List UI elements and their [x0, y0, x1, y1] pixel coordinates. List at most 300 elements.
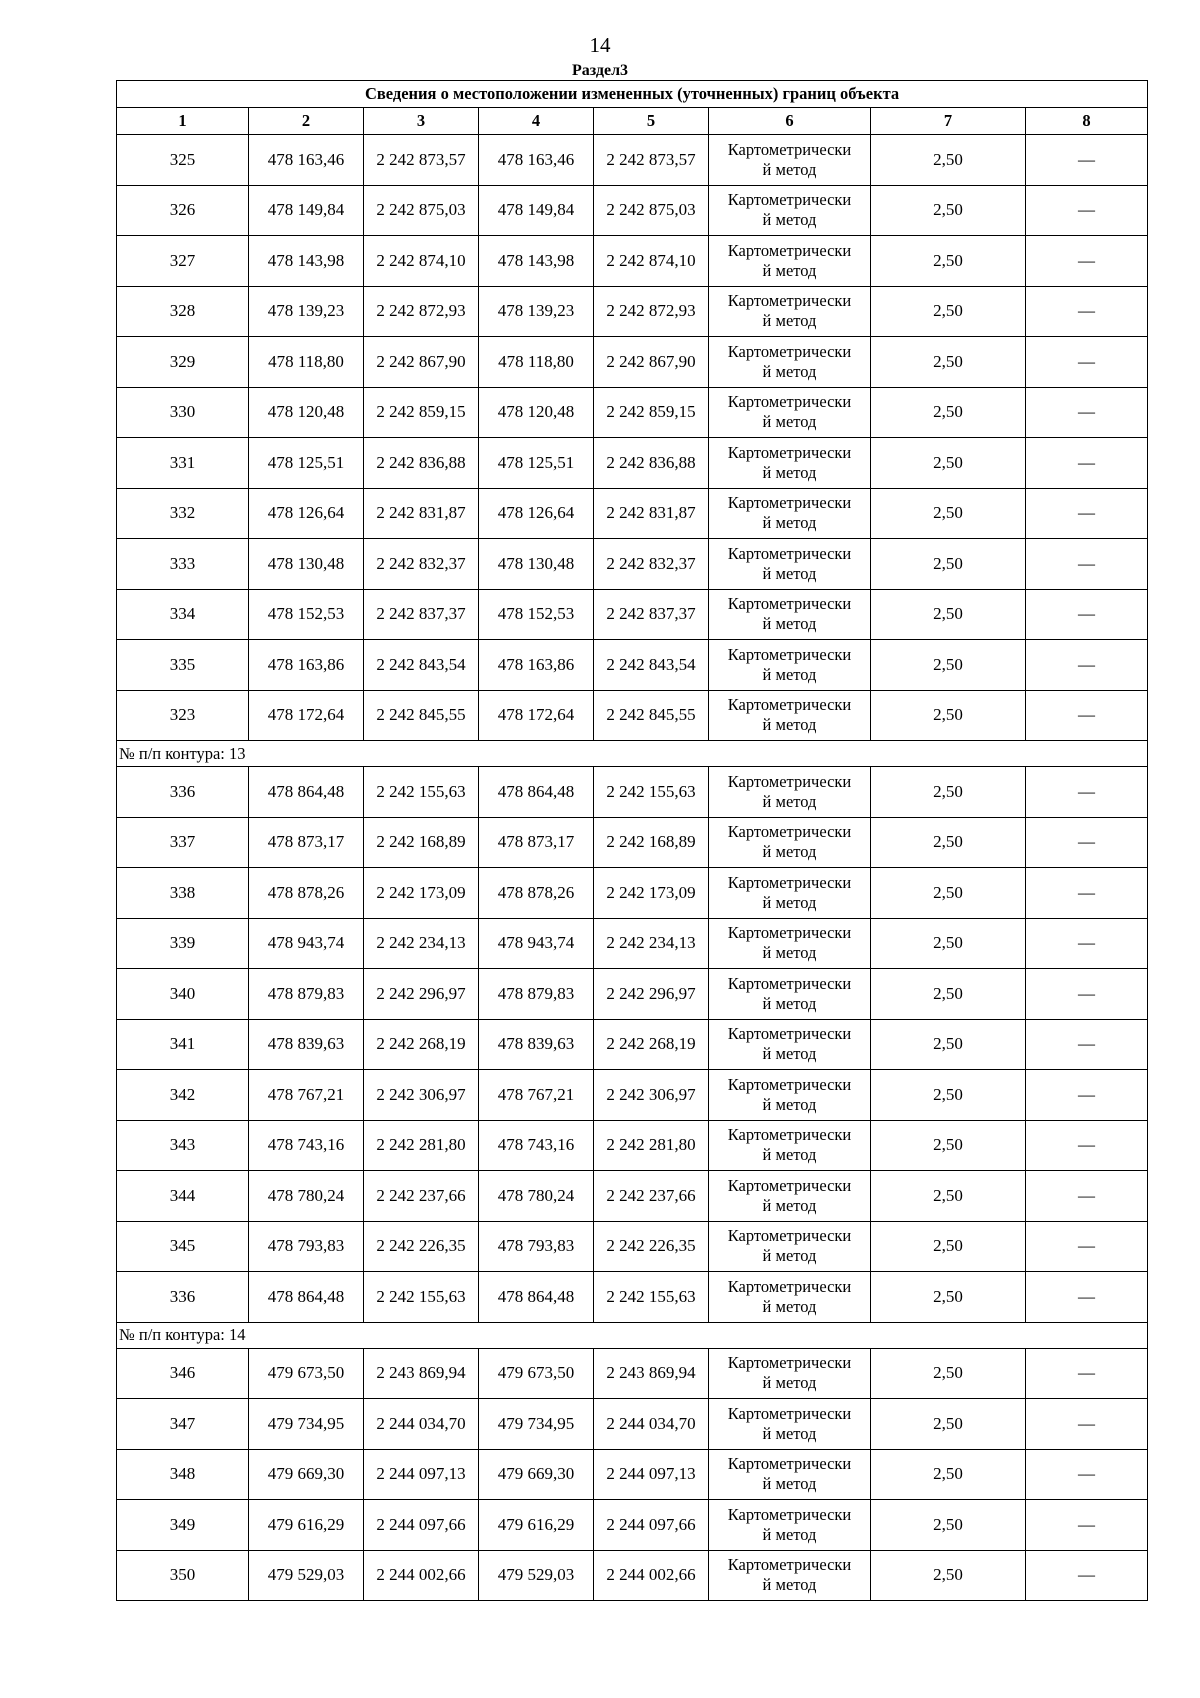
coordinate-x-cell: 478 878,26 — [249, 868, 364, 919]
method-cell — [709, 589, 871, 640]
accuracy-cell: 2,50 — [871, 337, 1026, 388]
table-row — [117, 438, 1148, 489]
description-cell: — — [1026, 236, 1148, 287]
method-line: й метод — [762, 1246, 817, 1266]
method-line: й метод — [762, 1094, 817, 1114]
description-cell: — — [1026, 1449, 1148, 1500]
point-number-cell: 345 — [117, 1221, 249, 1272]
description-cell: — — [1026, 539, 1148, 590]
coordinate-x-cell: 478 163,86 — [249, 640, 364, 691]
coordinate-x-cell: 478 163,46 — [249, 135, 364, 186]
method-line: Картометрически — [727, 695, 852, 715]
coordinate-x-cell: 479 529,03 — [479, 1550, 594, 1601]
point-number-cell: 349 — [117, 1500, 249, 1551]
table-caption-row — [117, 81, 1148, 108]
table-row — [117, 1070, 1148, 1121]
table-row — [117, 1272, 1148, 1323]
coordinate-y-cell: 2 242 836,88 — [594, 438, 709, 489]
page-number: 14 — [589, 33, 611, 57]
description-cell: — — [1026, 1171, 1148, 1222]
point-number-cell: 328 — [117, 286, 249, 337]
coordinate-y-cell: 2 242 832,37 — [594, 539, 709, 590]
coordinate-x-cell: 478 864,48 — [249, 767, 364, 818]
accuracy-cell: 2,50 — [871, 1221, 1026, 1272]
method-cell — [709, 767, 871, 818]
coordinate-y-cell: 2 242 843,54 — [594, 640, 709, 691]
coordinate-y-cell: 2 244 097,66 — [364, 1500, 479, 1551]
coordinate-y-cell: 2 242 875,03 — [364, 185, 479, 236]
coordinate-x-cell: 478 873,17 — [249, 817, 364, 868]
table-row — [117, 1019, 1148, 1070]
coordinate-x-cell: 478 163,46 — [479, 135, 594, 186]
coordinate-x-cell: 478 163,86 — [479, 640, 594, 691]
table-row — [117, 767, 1148, 818]
table-row — [117, 185, 1148, 236]
table-row — [117, 337, 1148, 388]
coordinate-x-cell: 479 616,29 — [249, 1500, 364, 1551]
coordinate-x-cell: 478 864,48 — [479, 1272, 594, 1323]
coordinate-x-cell: 478 143,98 — [249, 236, 364, 287]
accuracy-cell: 2,50 — [871, 690, 1026, 741]
method-line: Картометрически — [727, 1024, 852, 1044]
column-number: 3 — [364, 108, 479, 135]
coordinate-x-cell: 478 172,64 — [479, 690, 594, 741]
description-cell: — — [1026, 387, 1148, 438]
coordinate-y-cell: 2 242 296,97 — [364, 969, 479, 1020]
method-line: Картометрически — [727, 1353, 852, 1373]
coordinate-x-cell: 478 149,84 — [249, 185, 364, 236]
coordinate-y-cell: 2 242 867,90 — [594, 337, 709, 388]
method-line: й метод — [762, 664, 817, 684]
coordinate-x-cell: 478 780,24 — [479, 1171, 594, 1222]
description-cell: — — [1026, 1019, 1148, 1070]
method-cell — [709, 438, 871, 489]
coordinate-x-cell: 479 673,50 — [249, 1348, 364, 1399]
coordinate-x-cell: 479 734,95 — [479, 1399, 594, 1450]
coordinate-x-cell: 478 126,64 — [249, 488, 364, 539]
coordinate-x-cell: 478 793,83 — [249, 1221, 364, 1272]
coordinate-y-cell: 2 242 306,97 — [594, 1070, 709, 1121]
coordinate-x-cell: 478 943,74 — [249, 918, 364, 969]
method-line: Картометрически — [727, 822, 852, 842]
accuracy-cell: 2,50 — [871, 185, 1026, 236]
method-cell — [709, 185, 871, 236]
method-cell — [709, 1272, 871, 1323]
coordinate-x-cell: 478 139,23 — [249, 286, 364, 337]
coordinate-x-cell: 479 529,03 — [249, 1550, 364, 1601]
coordinate-y-cell: 2 242 872,93 — [364, 286, 479, 337]
coordinate-y-cell: 2 244 002,66 — [594, 1550, 709, 1601]
point-number-cell: 350 — [117, 1550, 249, 1601]
method-line: й метод — [762, 1524, 817, 1544]
description-cell: — — [1026, 1120, 1148, 1171]
method-line: й метод — [762, 842, 817, 862]
description-cell: — — [1026, 438, 1148, 489]
method-cell — [709, 1550, 871, 1601]
coordinate-y-cell: 2 242 226,35 — [594, 1221, 709, 1272]
description-cell: — — [1026, 1070, 1148, 1121]
accuracy-cell: 2,50 — [871, 236, 1026, 287]
description-cell: — — [1026, 640, 1148, 691]
coordinate-y-cell: 2 242 234,13 — [364, 918, 479, 969]
method-line: й метод — [762, 715, 817, 735]
description-cell: — — [1026, 817, 1148, 868]
point-number-cell: 347 — [117, 1399, 249, 1450]
coordinate-y-cell: 2 242 874,10 — [594, 236, 709, 287]
description-cell: — — [1026, 1500, 1148, 1551]
method-cell — [709, 539, 871, 590]
column-number: 6 — [709, 108, 871, 135]
coordinate-y-cell: 2 242 281,80 — [364, 1120, 479, 1171]
coordinate-x-cell: 478 125,51 — [479, 438, 594, 489]
method-line: Картометрически — [727, 291, 852, 311]
coordinate-y-cell: 2 244 097,66 — [594, 1500, 709, 1551]
table-row — [117, 1449, 1148, 1500]
method-cell — [709, 1449, 871, 1500]
method-line: й метод — [762, 159, 817, 179]
table-caption: Сведения о местоположении измененных (уточненных) границ объекта — [117, 81, 1148, 108]
column-number: 7 — [871, 108, 1026, 135]
coordinate-y-cell: 2 244 034,70 — [594, 1399, 709, 1450]
method-line: й метод — [762, 1296, 817, 1316]
description-cell: — — [1026, 286, 1148, 337]
coordinate-y-cell: 2 242 859,15 — [594, 387, 709, 438]
coordinate-x-cell: 479 669,30 — [249, 1449, 364, 1500]
accuracy-cell: 2,50 — [871, 1500, 1026, 1551]
accuracy-cell: 2,50 — [871, 1550, 1026, 1601]
accuracy-cell: 2,50 — [871, 1171, 1026, 1222]
description-cell: — — [1026, 969, 1148, 1020]
method-line: Картометрически — [727, 872, 852, 892]
method-cell — [709, 1019, 871, 1070]
method-cell — [709, 387, 871, 438]
table-row — [117, 135, 1148, 186]
method-line: й метод — [762, 1373, 817, 1393]
method-cell — [709, 337, 871, 388]
description-cell: — — [1026, 1221, 1148, 1272]
method-line: Картометрически — [727, 190, 852, 210]
point-number-cell: 335 — [117, 640, 249, 691]
point-number-cell: 323 — [117, 690, 249, 741]
description-cell: — — [1026, 1272, 1148, 1323]
coordinate-y-cell: 2 242 155,63 — [594, 1272, 709, 1323]
method-line: Картометрически — [727, 1504, 852, 1524]
method-line: й метод — [762, 1575, 817, 1595]
method-line: й метод — [762, 1044, 817, 1064]
table-row — [117, 286, 1148, 337]
coordinate-x-cell: 478 125,51 — [249, 438, 364, 489]
coordinate-x-cell: 478 864,48 — [249, 1272, 364, 1323]
method-cell — [709, 918, 871, 969]
method-line: Картометрически — [727, 139, 852, 159]
description-cell: — — [1026, 918, 1148, 969]
method-cell — [709, 1171, 871, 1222]
column-number: 8 — [1026, 108, 1148, 135]
table-row — [117, 1399, 1148, 1450]
method-cell — [709, 1500, 871, 1551]
coordinate-x-cell: 478 780,24 — [249, 1171, 364, 1222]
description-cell: — — [1026, 767, 1148, 818]
point-number-cell: 340 — [117, 969, 249, 1020]
method-line: Картометрически — [727, 771, 852, 791]
coordinate-y-cell: 2 242 832,37 — [364, 539, 479, 590]
method-line: Картометрически — [727, 1175, 852, 1195]
point-number-cell: 337 — [117, 817, 249, 868]
method-line: Картометрически — [727, 1074, 852, 1094]
point-number-cell: 332 — [117, 488, 249, 539]
accuracy-cell: 2,50 — [871, 1120, 1026, 1171]
coordinate-x-cell: 478 118,80 — [479, 337, 594, 388]
table-row — [117, 1221, 1148, 1272]
table-row — [117, 640, 1148, 691]
method-line: й метод — [762, 993, 817, 1013]
method-line: й метод — [762, 1474, 817, 1494]
coordinate-x-cell: 478 943,74 — [479, 918, 594, 969]
table-row — [117, 1550, 1148, 1601]
coordinate-y-cell: 2 242 168,89 — [594, 817, 709, 868]
coordinate-x-cell: 478 120,48 — [249, 387, 364, 438]
coordinate-x-cell: 478 878,26 — [479, 868, 594, 919]
method-line: й метод — [762, 791, 817, 811]
coordinate-y-cell: 2 242 867,90 — [364, 337, 479, 388]
contour-label: № п/п контура: 14 — [117, 1322, 1148, 1348]
method-cell — [709, 1221, 871, 1272]
point-number-cell: 348 — [117, 1449, 249, 1500]
method-line: й метод — [762, 1423, 817, 1443]
coordinate-y-cell: 2 242 234,13 — [594, 918, 709, 969]
point-number-cell: 325 — [117, 135, 249, 186]
point-number-cell: 327 — [117, 236, 249, 287]
accuracy-cell: 2,50 — [871, 1019, 1026, 1070]
method-line: Картометрически — [727, 1403, 852, 1423]
coordinate-y-cell: 2 242 237,66 — [594, 1171, 709, 1222]
method-line: Картометрически — [727, 973, 852, 993]
coordinate-y-cell: 2 242 837,37 — [364, 589, 479, 640]
description-cell: — — [1026, 1399, 1148, 1450]
method-cell — [709, 1399, 871, 1450]
contour-label-row — [117, 1322, 1148, 1348]
coordinate-y-cell: 2 242 281,80 — [594, 1120, 709, 1171]
coordinate-x-cell: 478 152,53 — [249, 589, 364, 640]
coordinate-x-cell: 478 143,98 — [479, 236, 594, 287]
method-line: й метод — [762, 513, 817, 533]
description-cell: — — [1026, 1550, 1148, 1601]
method-line: Картометрически — [727, 1226, 852, 1246]
method-line: Картометрически — [727, 644, 852, 664]
coordinate-y-cell: 2 242 836,88 — [364, 438, 479, 489]
method-line: й метод — [762, 614, 817, 634]
method-line: Картометрически — [727, 493, 852, 513]
method-cell — [709, 868, 871, 919]
method-line: Картометрически — [727, 923, 852, 943]
method-line: й метод — [762, 311, 817, 331]
method-cell — [709, 236, 871, 287]
table-row — [117, 488, 1148, 539]
point-number-cell: 329 — [117, 337, 249, 388]
method-line: Картометрически — [727, 1125, 852, 1145]
method-cell — [709, 690, 871, 741]
coordinate-x-cell: 479 673,50 — [479, 1348, 594, 1399]
method-cell — [709, 1070, 871, 1121]
table-row — [117, 817, 1148, 868]
accuracy-cell: 2,50 — [871, 286, 1026, 337]
table-row — [117, 1348, 1148, 1399]
point-number-cell: 346 — [117, 1348, 249, 1399]
table-row — [117, 539, 1148, 590]
coordinate-y-cell: 2 242 843,54 — [364, 640, 479, 691]
coordinate-x-cell: 479 616,29 — [479, 1500, 594, 1551]
column-number: 4 — [479, 108, 594, 135]
method-cell — [709, 286, 871, 337]
coordinate-x-cell: 478 864,48 — [479, 767, 594, 818]
description-cell: — — [1026, 337, 1148, 388]
table-row — [117, 1500, 1148, 1551]
point-number-cell: 336 — [117, 767, 249, 818]
coordinate-x-cell: 478 139,23 — [479, 286, 594, 337]
method-line: Картометрически — [727, 1454, 852, 1474]
coordinate-x-cell: 478 120,48 — [479, 387, 594, 438]
table-row — [117, 589, 1148, 640]
point-number-cell: 344 — [117, 1171, 249, 1222]
table-row — [117, 918, 1148, 969]
table-row — [117, 969, 1148, 1020]
coordinate-y-cell: 2 242 875,03 — [594, 185, 709, 236]
method-line: Картометрически — [727, 543, 852, 563]
coordinate-y-cell: 2 242 873,57 — [594, 135, 709, 186]
accuracy-cell: 2,50 — [871, 918, 1026, 969]
method-line: й метод — [762, 210, 817, 230]
coordinate-y-cell: 2 244 002,66 — [364, 1550, 479, 1601]
accuracy-cell: 2,50 — [871, 1449, 1026, 1500]
point-number-cell: 343 — [117, 1120, 249, 1171]
contour-label-row — [117, 741, 1148, 767]
coordinate-y-cell: 2 242 845,55 — [364, 690, 479, 741]
method-cell — [709, 488, 871, 539]
accuracy-cell: 2,50 — [871, 387, 1026, 438]
section-title: Раздел3 — [571, 62, 629, 79]
method-line: й метод — [762, 563, 817, 583]
coordinate-y-cell: 2 244 097,13 — [594, 1449, 709, 1500]
coordinate-x-cell: 478 743,16 — [249, 1120, 364, 1171]
table-row — [117, 1120, 1148, 1171]
coordinate-x-cell: 478 839,63 — [479, 1019, 594, 1070]
coordinate-y-cell: 2 242 226,35 — [364, 1221, 479, 1272]
method-line: Картометрически — [727, 240, 852, 260]
description-cell: — — [1026, 488, 1148, 539]
table-row — [117, 236, 1148, 287]
method-line: й метод — [762, 892, 817, 912]
coordinate-y-cell: 2 242 155,63 — [364, 767, 479, 818]
coordinate-y-cell: 2 242 173,09 — [364, 868, 479, 919]
coordinate-y-cell: 2 242 155,63 — [594, 767, 709, 818]
point-number-cell: 334 — [117, 589, 249, 640]
coordinate-x-cell: 478 126,64 — [479, 488, 594, 539]
coordinate-x-cell: 478 767,21 — [479, 1070, 594, 1121]
coordinate-x-cell: 478 152,53 — [479, 589, 594, 640]
method-line: й метод — [762, 1195, 817, 1215]
coordinate-x-cell: 478 879,83 — [249, 969, 364, 1020]
point-number-cell: 336 — [117, 1272, 249, 1323]
accuracy-cell: 2,50 — [871, 1070, 1026, 1121]
coordinate-x-cell: 478 172,64 — [249, 690, 364, 741]
method-line: Картометрически — [727, 1276, 852, 1296]
boundary-coordinates-table — [116, 80, 1148, 1601]
accuracy-cell: 2,50 — [871, 589, 1026, 640]
point-number-cell: 333 — [117, 539, 249, 590]
coordinate-y-cell: 2 244 034,70 — [364, 1399, 479, 1450]
coordinate-x-cell: 478 118,80 — [249, 337, 364, 388]
coordinate-y-cell: 2 243 869,94 — [364, 1348, 479, 1399]
coordinate-y-cell: 2 242 845,55 — [594, 690, 709, 741]
accuracy-cell: 2,50 — [871, 438, 1026, 489]
coordinate-y-cell: 2 242 872,93 — [594, 286, 709, 337]
method-line: й метод — [762, 1145, 817, 1165]
point-number-cell: 330 — [117, 387, 249, 438]
method-cell — [709, 1120, 871, 1171]
coordinate-x-cell: 479 669,30 — [479, 1449, 594, 1500]
contour-label: № п/п контура: 13 — [117, 741, 1148, 767]
accuracy-cell: 2,50 — [871, 539, 1026, 590]
coordinate-x-cell: 478 130,48 — [479, 539, 594, 590]
coordinate-x-cell: 478 873,17 — [479, 817, 594, 868]
coordinate-y-cell: 2 242 155,63 — [364, 1272, 479, 1323]
coordinate-y-cell: 2 242 268,19 — [364, 1019, 479, 1070]
description-cell: — — [1026, 185, 1148, 236]
accuracy-cell: 2,50 — [871, 488, 1026, 539]
coordinate-x-cell: 479 734,95 — [249, 1399, 364, 1450]
method-line: й метод — [762, 462, 817, 482]
method-line: й метод — [762, 943, 817, 963]
table-row — [117, 868, 1148, 919]
table-row — [117, 690, 1148, 741]
accuracy-cell: 2,50 — [871, 1399, 1026, 1450]
coordinate-y-cell: 2 242 173,09 — [594, 868, 709, 919]
table-row — [117, 1171, 1148, 1222]
description-cell: — — [1026, 589, 1148, 640]
coordinate-y-cell: 2 242 859,15 — [364, 387, 479, 438]
coordinate-y-cell: 2 242 831,87 — [364, 488, 479, 539]
coordinate-y-cell: 2 242 168,89 — [364, 817, 479, 868]
coordinate-y-cell: 2 242 873,57 — [364, 135, 479, 186]
method-line: Картометрически — [727, 442, 852, 462]
coordinate-y-cell: 2 242 874,10 — [364, 236, 479, 287]
coordinate-x-cell: 478 839,63 — [249, 1019, 364, 1070]
table-body — [117, 81, 1148, 1601]
description-cell: — — [1026, 690, 1148, 741]
point-number-cell: 326 — [117, 185, 249, 236]
method-cell — [709, 817, 871, 868]
accuracy-cell: 2,50 — [871, 640, 1026, 691]
accuracy-cell: 2,50 — [871, 1272, 1026, 1323]
method-line: й метод — [762, 260, 817, 280]
coordinate-y-cell: 2 243 869,94 — [594, 1348, 709, 1399]
coordinate-y-cell: 2 242 296,97 — [594, 969, 709, 1020]
point-number-cell: 331 — [117, 438, 249, 489]
point-number-cell: 339 — [117, 918, 249, 969]
method-cell — [709, 640, 871, 691]
point-number-cell: 342 — [117, 1070, 249, 1121]
coordinate-y-cell: 2 244 097,13 — [364, 1449, 479, 1500]
column-number-row — [117, 108, 1148, 135]
method-line: Картометрически — [727, 392, 852, 412]
point-number-cell: 341 — [117, 1019, 249, 1070]
description-cell: — — [1026, 868, 1148, 919]
accuracy-cell: 2,50 — [871, 1348, 1026, 1399]
method-line: Картометрически — [727, 594, 852, 614]
method-line: Картометрически — [727, 341, 852, 361]
column-number: 5 — [594, 108, 709, 135]
accuracy-cell: 2,50 — [871, 817, 1026, 868]
